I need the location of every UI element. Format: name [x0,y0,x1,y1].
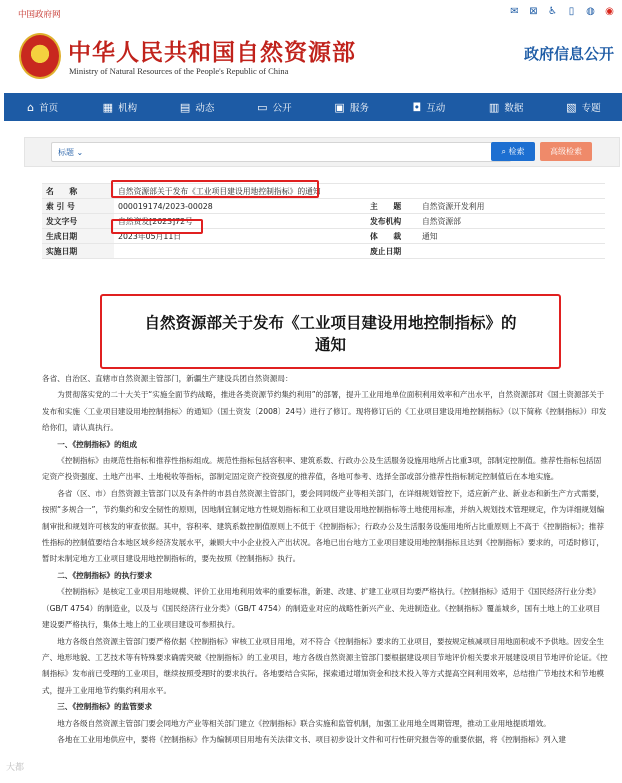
meta-label: 生成日期 [42,229,114,244]
site-subtitle: Ministry of Natural Resources of the People's Republic of China [69,66,289,76]
gov-portal-link[interactable]: 中国政府网 [18,10,61,20]
nav-item-topic[interactable] [545,93,622,121]
section-heading: 三、《控制指标》的监管要求 [57,702,153,712]
monitor-icon: ▭ [257,100,268,114]
news-icon: ▤ [179,100,191,114]
paragraph: 各省（区、市）自然资源主管部门以及有条件的市县自然资源主管部门，要会同同级产业等相关部门，在详细规划管控下，适应新产业、新业态和新生产方式需要，按照“多规合一”，节约集约和安全韧性的原则，因地制宜制定地方性规划指标和工业项目建设用地控制指标等土地使用标准，并纳入规划技术管理规定，作为详细规划编制审批和规划许可核发的审查依据。其中，容积率、建筑系数控制值原则上不低于《控制指标》；行政办公及生活服务设施用地所占比重原则上不高于《控制指标》；推荐性指标的控制值要结合本地区域乡经济发展水平，兼顾大中小企业投入产出状况。各地已出台地方工业项目建设用地控制指标且达到《控制指标》要求的，可适时修订，暂时未制定地方工业项目建设用地控制指标的，要先按照《控制指标》执行。 [42,488,605,564]
mail-icon[interactable]: ✉ [510,6,519,17]
highlight-name [111,180,319,198]
search-button-label: 检索 [508,147,525,156]
top-bar [0,0,622,24]
meta-value-effective [114,244,342,259]
top-icons [508,5,616,18]
paragraph: 各省、自治区、直辖市自然资源主管部门，新疆生产建设兵团自然资源局： [42,374,293,383]
search-scope-select[interactable] [58,147,83,158]
meta-value-date: 2023年05月11日 [114,229,342,244]
meta-label: 实施日期 [42,244,114,259]
table-row [42,199,605,214]
paragraph: 《控制指标》由规范性指标和推荐性指标组成。规范性指标包括容积率、建筑系数、行政办公及生活服务设施用地所占比重3项，部制定控制值。推荐性指标包括固定资产投资强度、土地产出率、土地税收等指标，部制定固定资产投资强度的推荐值，各地可参考、选择全部或部分推荐性指标制定控制值后在本地实施。 [42,456,602,482]
nav-item-public[interactable] [236,93,313,121]
meta-label: 发文字号 [42,214,114,229]
search-button[interactable] [491,142,535,161]
chat-icon: ◘ [412,100,422,114]
nav-label: 专题 [581,103,601,114]
meta-label: 体 裁 [342,229,418,244]
paragraph: 《控制指标》是核定工业项目用地规模、评价工业用地利用效率的重要标准，新建、改建、扩建工业项目均要严格执行。《控制指标》适用于《国民经济行业分类》（GB/T 4754）的制造业，以及与《国民经济行业分类》（GB/T 4754）的制造业对应的战略性新兴产业、先进制造业。《控制指标》覆盖城乡，国有土地上的工业项目建设要严格执行，集体土地上的工业项目建设可参照执行。 [42,587,601,630]
building-icon: ▦ [102,100,114,114]
document-title-box [100,294,561,369]
meta-value-issuer: 自然资源部 [418,214,605,229]
meta-label: 废止日期 [342,244,418,259]
document-title [102,312,559,356]
nav-label: 首页 [39,103,59,114]
meta-label: 主 题 [342,199,418,214]
nav-label: 互动 [426,103,446,114]
section-heading: 二、《控制指标》的执行要求 [57,570,153,580]
search-input[interactable] [51,142,511,162]
highlight-docno [111,219,203,234]
national-emblem-icon [19,33,61,79]
meta-label: 名 称 [42,184,114,199]
nav-label: 公开 [272,103,292,114]
meta-value-index: 000019174/2023-00028 [114,199,342,214]
wechat-icon[interactable]: ◍ [586,6,595,17]
nav-item-home[interactable] [4,93,81,121]
service-icon: ▣ [334,100,345,114]
nav-item-interact[interactable] [390,93,467,121]
nav-item-data[interactable] [468,93,545,121]
nav-item-org[interactable] [81,93,158,121]
meta-value-name: 自然资源部关于发布《工业项目建设用地控制指标》的通知 [114,184,605,199]
section-title[interactable]: 政府信息公开 [523,45,614,63]
search-panel [24,137,620,167]
nav-item-news[interactable] [159,93,236,121]
mailbox-icon[interactable]: ⊠ [529,6,538,17]
search-icon: ⌕ [501,146,506,156]
site-title[interactable]: 中华人民共和国自然资源部 [68,39,356,66]
paragraph: 地方各级自然资源主管部门要严格依据《控制指标》审核工业项目用地，对不符合《控制指标》要求的工业项目，要按规定核减项目用地面积或不予供地。因安全生产、地形地貌、工艺技术等有特殊要求确需突破《控制指标》的工业项目，地方各级自然资源主管部门要根据建设项目节地评价相关要求开展建设项目节地评价论证。《控制指标》发布前已受理的工业项目，继续按照受理时的要求执行。各地要结合实际，探索通过增加资金和技术投入等方式提高空间利用效率，总结推广节地技术和节地模式，提升工业用地节约集约利用水平。 [42,636,608,695]
mobile-icon[interactable]: ▯ [568,6,575,17]
meta-value-genre: 通知 [418,229,605,244]
paragraph: 地方各级自然资源主管部门要会同地方产业等相关部门建立《控制指标》联合实施和监管机制，加强工业用地全周期管理，推动工业用地提质增效。 [57,718,551,728]
document-title-line: 通知 [314,336,346,354]
paragraph: 各地在工业用地供应中，要将《控制指标》作为编制项目用地有关法律文书、项目初步设计文件和可行性研究报告等的重要依据，将《控制指标》列入建 [57,734,566,744]
section-heading: 一、《控制指标》的组成 [57,439,137,449]
bar-chart-icon: ▥ [488,100,500,114]
advanced-search-button[interactable]: 高级检索 [540,142,592,161]
document-title-line: 自然资源部关于发布《工业项目建设用地控制指标》的 [144,314,517,332]
meta-value-topic: 自然资源开发利用 [418,199,605,214]
meta-value-docno: 自然资发[2023]72号 [114,214,342,229]
nav-label: 动态 [195,103,215,114]
main-nav [4,93,622,121]
watermark: 大都 [6,763,25,773]
table-row [42,244,605,259]
meta-value-expire [418,244,605,259]
document-body [42,371,608,748]
accessibility-icon[interactable]: ♿ [548,6,557,17]
meta-label: 索 引 号 [42,199,114,214]
search-scope-label: 标题 [58,148,74,157]
chevron-down-icon: ⌄ [76,148,84,157]
home-icon: ⌂ [27,100,35,114]
weibo-icon[interactable]: ◉ [605,6,614,17]
nav-label: 机构 [118,103,138,114]
topic-icon: ▧ [566,100,577,114]
meta-label: 发布机构 [342,214,418,229]
nav-item-service[interactable] [313,93,390,121]
paragraph: 为贯彻落实党的二十大关于“实施全面节约战略，推进各类资源节约集约利用”的部署，提升工业用地单位面积利用效率和产出水平，自然资源部对《国土资源部关于发布和实施〈工业项目建设用地控制指标〉的通知》（国土资发〔2008〕24号）进行了修订。现将修订后的《工业项目建设用地控制指标》（以下简称《控制指标》）印发给你们，请认真执行。 [42,390,607,433]
nav-label: 数据 [504,103,524,114]
nav-label: 服务 [349,103,369,114]
